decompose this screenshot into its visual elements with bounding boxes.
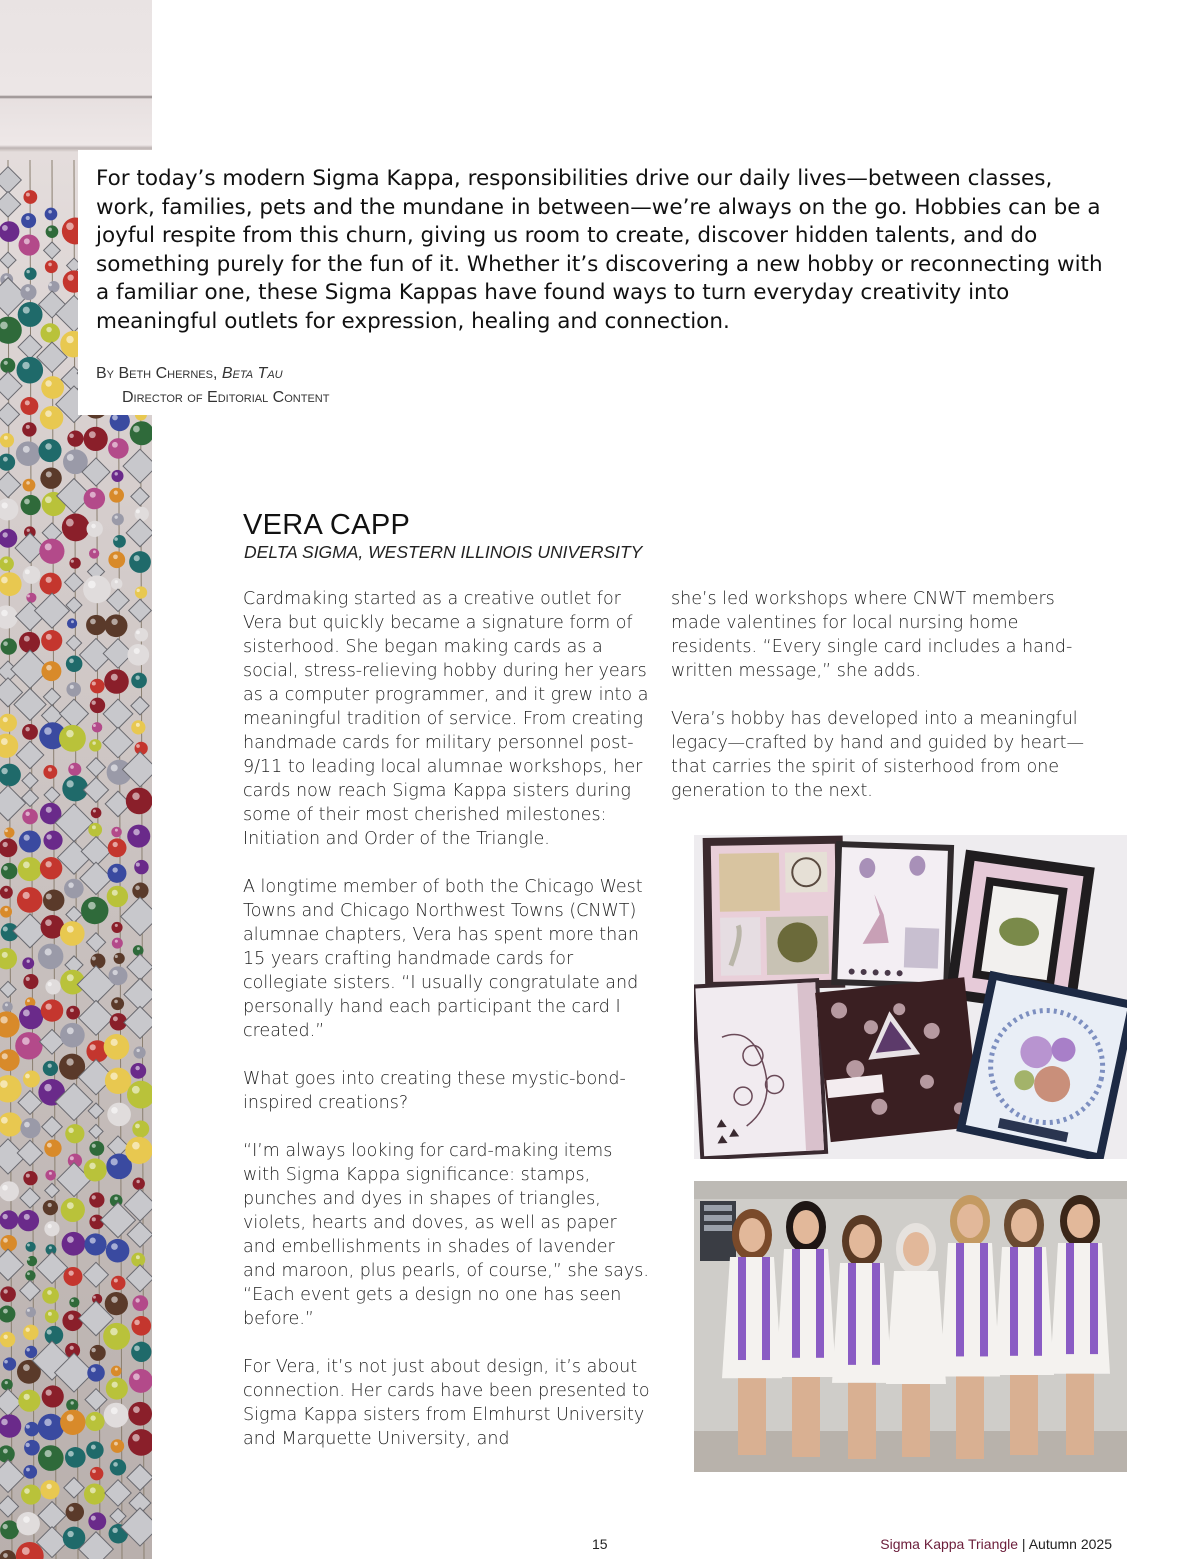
footer-separator: | <box>1018 1536 1029 1552</box>
issue-date: Autumn 2025 <box>1028 1536 1112 1552</box>
article-paragraph: A longtime member of both the Chicago West Towns and Chicago Northwest Towns (CNWT) alumnae chapters, Vera has spent more than 15 years crafting handmade cards for collegiate sisters. “I usually congratulate and personally hand each participant the card I created.” <box>243 877 643 1041</box>
article-paragraph: Cardmaking started as a creative outlet for Vera but quickly became a signature form of sisterhood. She began making cards as a social, stress-relieving hobby during her years as a computer programmer, and it grew into a meaningful tradition of service. From creating handmade cards for military personnel post-9/11 to leading local alumnae workshops, her cards now reach Sigma Kappa sisters during some of their most cherished milestones: Initiation and Order of the Triangle. <box>243 589 649 849</box>
byline-chapter: Beta Tau <box>221 365 283 382</box>
group-photo <box>694 1181 1127 1472</box>
article-column-right <box>671 587 1091 827</box>
article-column-left <box>243 587 653 1475</box>
byline-title: Director of Editorial Content <box>122 389 330 406</box>
article-paragraph: “I’m always looking for card-making items with Sigma Kappa significance: stamps, punches and dyes in shapes of triangles, violets, hearts and doves, as well as paper and embellishments in shades of lavender and maroon, plus pearls, of course,” she says. “Each event gets a design no one has seen before.” <box>243 1141 649 1329</box>
article-paragraph: Vera’s hobby has developed into a meaningful legacy—crafted by hand and guided by heart—that carries the spirit of sisterhood from one generation to the next. <box>671 709 1084 801</box>
page-number: 15 <box>592 1536 608 1552</box>
handmade-cards-photo <box>694 835 1127 1159</box>
intro-paragraph: For today’s modern Sigma Kappa, responsibilities drive our daily lives—between classes, work, families, pets and the mundane in between—we’re always on the go. Hobbies can be a joyful respite from this churn, giving us room to create, discover hidden talents, and do something purely for the fun of it. Whether it’s discovering a new hobby or reconnecting with a familiar one, these Sigma Kappas have found ways to turn everyday creativity into meaningful outlets for expression, healing and connection. <box>96 166 1103 334</box>
article-paragraph: For Vera, it’s not just about design, it’s about connection. Her cards have been presented to Sigma Kappa sisters from Elmhurst University and Marquette University, and <box>243 1357 650 1449</box>
byline <box>96 362 283 386</box>
publication-footer <box>880 1536 1112 1552</box>
profile-name: VERA CAPP <box>243 509 411 541</box>
article-paragraph: she’s led workshops where CNWT members made valentines for local nursing home residents. “Every single card includes a hand-written message,” she adds. <box>671 589 1073 681</box>
byline-author: By Beth Chernes, <box>96 365 222 382</box>
publication-name: Sigma Kappa Triangle <box>880 1536 1019 1552</box>
article-paragraph: What goes into creating these mystic-bond-inspired creations? <box>243 1069 626 1113</box>
profile-chapter: DELTA SIGMA, WESTERN ILLINOIS UNIVERSITY <box>244 542 643 562</box>
